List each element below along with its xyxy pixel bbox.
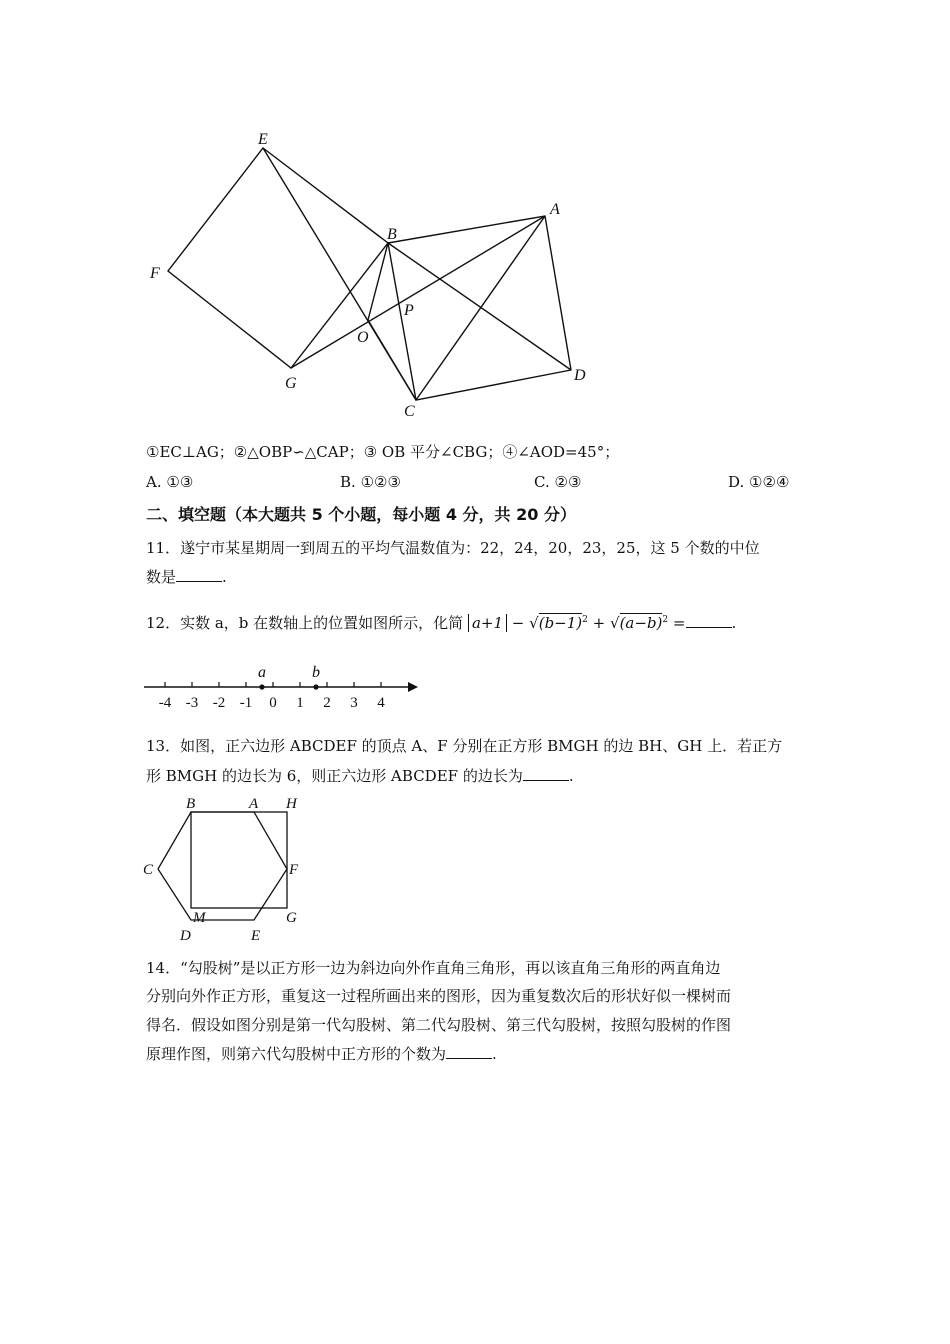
segment-ac: [416, 216, 545, 400]
q14-line3: 得名．假设如图分别是第一代勾股树、第二代勾股树、第三代勾股树，按照勾股树的作图: [146, 1016, 732, 1034]
tick-label: -3: [185, 695, 199, 711]
label-p: P: [404, 302, 414, 319]
q11-line2: 数是 .: [146, 568, 227, 586]
square-bmgh: [191, 812, 287, 908]
label-g: G: [286, 910, 297, 926]
answer-blank: [446, 1044, 492, 1059]
answer-blank: [523, 766, 569, 781]
tick-label: -1: [239, 695, 253, 711]
segment-bd: [388, 243, 571, 370]
sqrt-expression-2: (a−b): [619, 614, 663, 632]
point-a: [259, 684, 264, 689]
sqrt-sign: √: [529, 614, 539, 632]
label-a: A: [550, 201, 560, 218]
tick-label: -4: [158, 695, 172, 711]
hexagon-abcdef: [158, 812, 287, 920]
q14-line4: 原理作图，则第六代勾股树中正方形的个数为 .: [146, 1045, 497, 1063]
label-b: B: [186, 796, 196, 812]
abs-expression: a+1: [468, 614, 507, 632]
answer-blank: [686, 613, 732, 628]
point-b-label: b: [312, 664, 320, 681]
label-o: O: [357, 329, 369, 346]
point-b: [313, 684, 318, 689]
q14-line2: 分别向外作正方形，重复这一过程所画出来的图形，因为重复数次后的形状好似一棵树而: [146, 987, 732, 1005]
label-g: G: [285, 375, 297, 392]
option-a: A. ①③: [146, 473, 194, 491]
tick-label: 4: [377, 695, 385, 711]
answer-blank: [176, 567, 222, 582]
q13-line1: 13．如图，正六边形 ABCDEF 的顶点 A、F 分别在正方形 BMGH 的边 BH、GH 上．若正方: [146, 737, 783, 755]
option-b: B. ①②③: [340, 473, 401, 491]
label-b: B: [387, 226, 397, 243]
tick-label: 3: [350, 695, 358, 711]
segment-ob: [368, 243, 388, 320]
square-befg: [168, 148, 388, 368]
option-d: D. ①②④: [728, 473, 790, 491]
statements-line: ①EC⊥AG；②△OBP∽△CAP；③ OB 平分∠CBG；④∠AOD=45°；: [146, 443, 620, 461]
label-a: A: [249, 796, 259, 812]
tick-label: 0: [269, 695, 277, 711]
geometry-figure-squares: [0, 0, 950, 430]
label-c: C: [404, 403, 415, 420]
square-bacd: [388, 216, 571, 400]
sqrt-expression-1: (b−1): [538, 614, 583, 632]
label-h: H: [286, 796, 297, 812]
point-a-label: a: [258, 664, 266, 681]
label-f: F: [289, 862, 299, 878]
arrow-icon: [408, 682, 418, 692]
label-e: E: [251, 928, 261, 944]
q11-line1: 11．遂宁市某星期周一到周五的平均气温数值为：22，24，20，23，25，这 5 个数的中位: [146, 539, 760, 557]
number-line-figure: [0, 655, 950, 715]
label-m: M: [193, 910, 206, 926]
option-c: C. ②③: [534, 473, 582, 491]
tick-label: -2: [212, 695, 226, 711]
q14-line1: 14．“勾股树”是以正方形一边为斜边向外作直角三角形，再以该直角三角形的两直角边: [146, 959, 721, 977]
label-d: D: [574, 367, 586, 384]
label-f: F: [150, 265, 160, 282]
label-e: E: [258, 131, 268, 148]
tick-label: 2: [323, 695, 331, 711]
label-d: D: [180, 928, 191, 944]
hexagon-square-figure: [0, 790, 950, 950]
label-c: C: [143, 862, 154, 878]
section-title: 二、填空题（本大题共 5 个小题，每小题 4 分，共 20 分）: [146, 505, 576, 524]
q12-line: 12．实数 a，b 在数轴上的位置如图所示，化简 $a+1 - √(b-1)^2 + √(a-b)^2$ = .: [146, 614, 737, 632]
segment-ga: [291, 216, 545, 368]
sqrt-sign: √: [610, 614, 620, 632]
tick-label: 1: [296, 695, 304, 711]
q13-line2: 形 BMGH 的边长为 6，则正六边形 ABCDEF 的边长为 .: [146, 767, 574, 785]
